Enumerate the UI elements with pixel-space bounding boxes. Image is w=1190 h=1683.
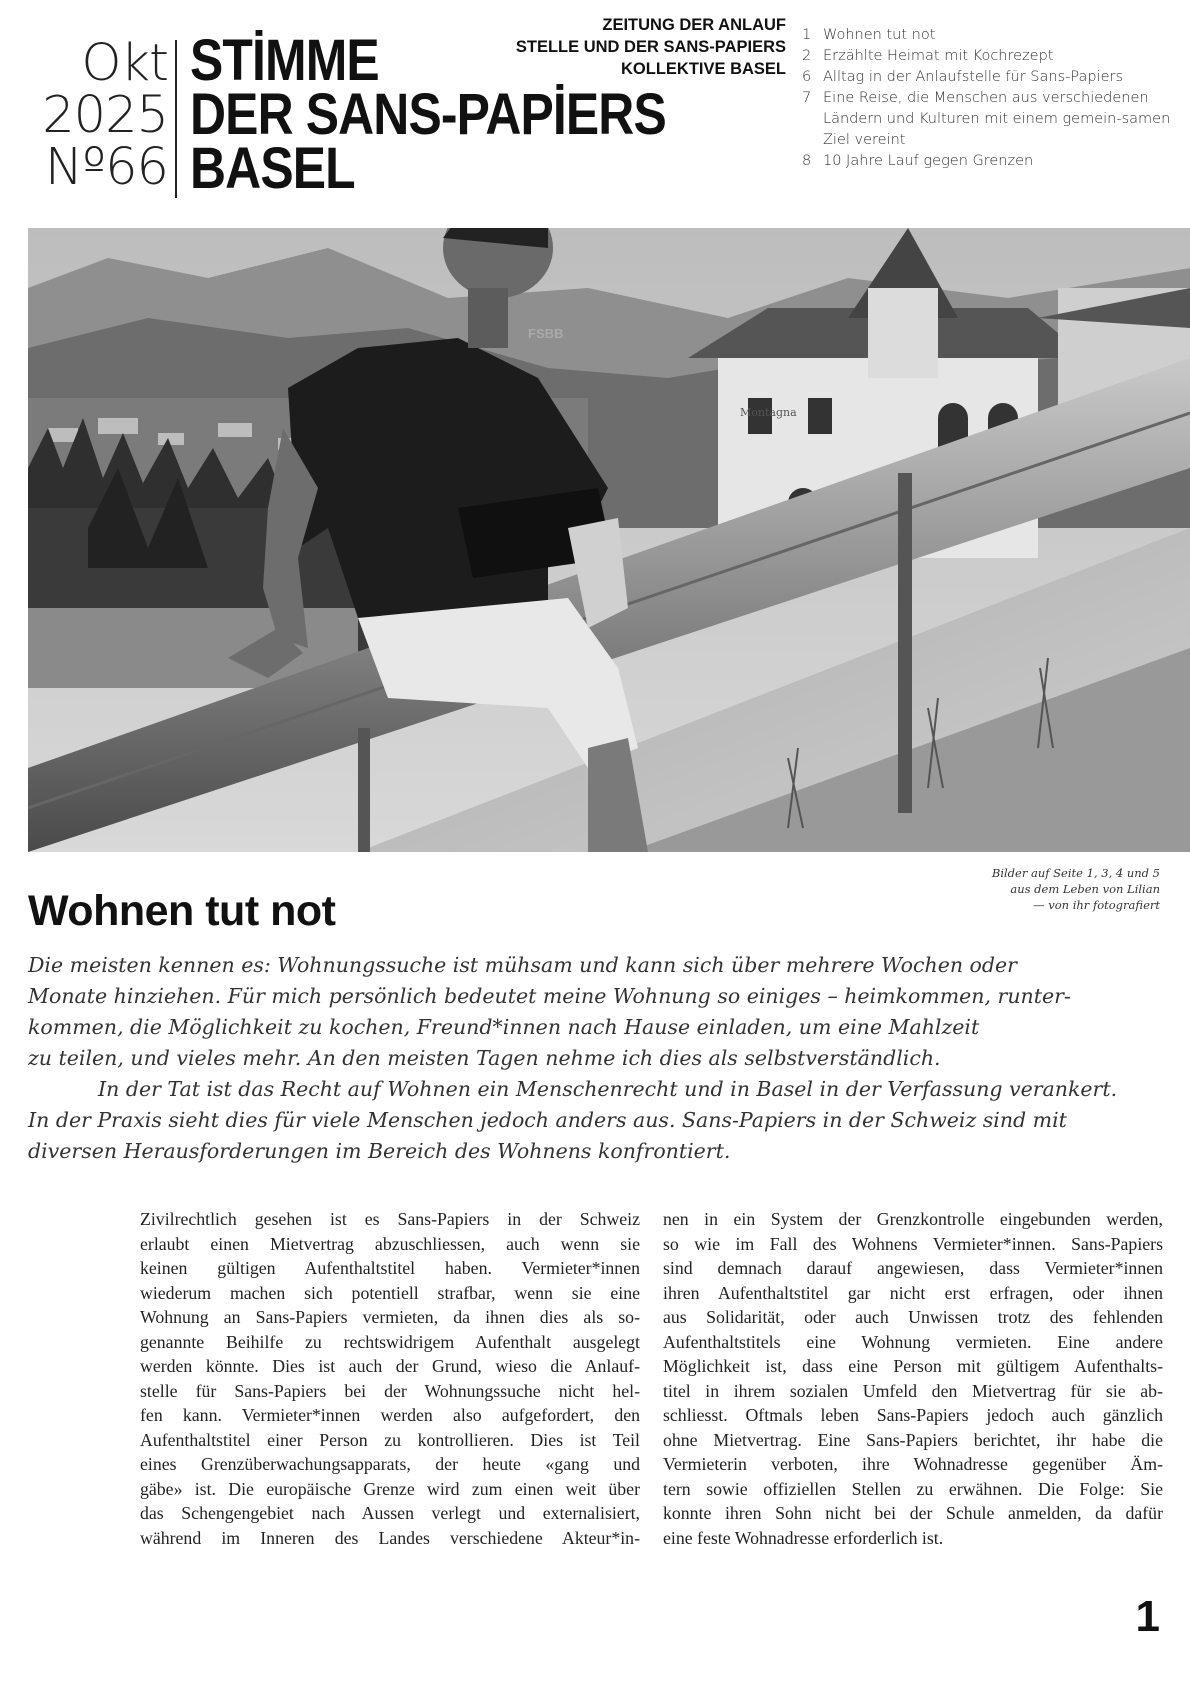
body-line: tern sowie offiziellen Stellen zu erwähnen. Die Folge: Sie bbox=[663, 1478, 1163, 1499]
body-line: so wie im Fall des Wohnens Vermieter*innen. Sans-Papiers bbox=[663, 1233, 1163, 1254]
lead-line: kommen, die Möglichkeit zu kochen, Freund*innen nach Hause einladen, um eine Mahlzeit bbox=[28, 1015, 980, 1039]
toc-item[interactable] bbox=[802, 25, 1172, 46]
body-line: gäbe» ist. Die europäische Grenze wird zum einen weit über bbox=[140, 1478, 640, 1499]
issue-number: Nº66 bbox=[44, 138, 168, 197]
lead-line: zu teilen, und vieles mehr. An den meisten Tagen nehme ich dies als selbstverständlich. bbox=[28, 1046, 941, 1070]
toc-item[interactable] bbox=[802, 46, 1172, 67]
lead-line: diversen Herausforderungen im Bereich des Wohnens konfrontiert. bbox=[28, 1139, 731, 1163]
toc-item[interactable] bbox=[802, 67, 1172, 88]
toc-title: Wohnen tut not bbox=[823, 27, 936, 43]
table-of-contents bbox=[802, 25, 1172, 172]
body-line: Aufenthaltstitel einer Person zu kontrollieren. Dies ist Teil bbox=[140, 1429, 640, 1450]
toc-item[interactable] bbox=[802, 88, 1172, 151]
title-line: STİMME bbox=[190, 28, 379, 93]
body-line: genannte Beihilfe zu rechtswidrigem Aufenthalt ausgelegt bbox=[140, 1331, 640, 1352]
article-lead bbox=[28, 950, 1153, 1167]
body-line: Vermieterin verboten, ihre Wohnadresse gegenüber Äm- bbox=[663, 1454, 1163, 1474]
shirt-print: FSBB bbox=[528, 326, 564, 341]
body-line: fen kann. Vermieter*innen werden also aufgefordert, den bbox=[140, 1405, 640, 1425]
subhead-line: KOLLEKTIVE BASEL bbox=[620, 60, 786, 78]
body-line: aus Solidarität, oder auch Unwissen trotz des fehlenden bbox=[663, 1307, 1163, 1327]
lead-line: Monate hinziehen. Für mich persönlich bedeutet meine Wohnung so einiges – heimkommen, runter- bbox=[28, 984, 1071, 1008]
article-column-right bbox=[663, 1207, 1163, 1550]
body-line: schliesst. Oftmals leben Sans-Papiers jedoch auch gänzlich bbox=[663, 1405, 1163, 1425]
body-line: stelle für Sans-Papiers bei der Wohnungssuche nicht hel- bbox=[140, 1380, 640, 1401]
body-line: titel in ihrem sozialen Umfeld den Mietvertrag für sie ab- bbox=[663, 1380, 1163, 1401]
toc-title: Erzählte Heimat mit Kochrezept bbox=[823, 48, 1054, 64]
toc-page: 2 bbox=[802, 48, 812, 64]
cover-photo-illustration bbox=[28, 228, 1190, 852]
body-line: werden könnte. Dies ist auch der Grund, wieso die Anlauf- bbox=[140, 1356, 640, 1376]
cover-photo bbox=[28, 228, 1190, 852]
body-line: keinen gültigen Aufenthaltstitel haben. Vermieter*innen bbox=[140, 1258, 640, 1278]
subhead-line: ZEITUNG DER ANLAUF bbox=[602, 16, 786, 34]
toc-title: Eine Reise, die Menschen aus verschiedenen Ländern und Kulturen mit einem gemein-samen Ziel vereint bbox=[823, 90, 1171, 148]
subhead-line: STELLE UND DER SANS-PAPIERS bbox=[515, 38, 786, 56]
body-line: erlaubt einen Mietvertrag abzuschliessen, auch wenn sie bbox=[140, 1233, 640, 1254]
toc-page: 8 bbox=[802, 153, 812, 169]
body-line: nen in ein System der Grenzkontrolle eingebunden werden, bbox=[663, 1209, 1163, 1229]
lead-line: In der Praxis sieht dies für viele Menschen jedoch anders aus. Sans-Papiers in der Schweiz sind mit bbox=[28, 1108, 1067, 1132]
body-line: während im Inneren des Landes verschiedene Akteur*in- bbox=[140, 1527, 640, 1548]
body-line: Zivilrechtlich gesehen ist es Sans-Papiers in der Schweiz bbox=[140, 1209, 640, 1229]
lead-line: Die meisten kennen es: Wohnungssuche ist mühsam und kann sich über mehrere Wochen oder bbox=[28, 953, 1017, 977]
issue-info bbox=[28, 34, 168, 197]
title-line: BASEL bbox=[190, 136, 355, 201]
issue-month: Okt bbox=[81, 34, 168, 93]
body-line: Möglichkeit ist, dass eine Person mit gültigem Aufenthalts- bbox=[663, 1356, 1163, 1376]
caption-line: — von ihr fotografiert bbox=[1033, 898, 1160, 912]
body-line: eine feste Wohnadresse erforderlich ist. bbox=[663, 1527, 944, 1548]
article-headline: Wohnen tut not bbox=[28, 887, 336, 935]
masthead-divider bbox=[175, 40, 177, 198]
caption-line: aus dem Leben von Lilian bbox=[1010, 882, 1160, 896]
building-sign: Montagna bbox=[740, 406, 797, 419]
body-line: ihren Aufenthaltstitel gar nicht erst erfragen, oder ihnen bbox=[663, 1282, 1163, 1303]
newspaper-subhead bbox=[516, 14, 786, 80]
toc-page: 7 bbox=[802, 90, 812, 106]
body-line: Wohnung an Sans-Papiers vermieten, da ihnen dies als so- bbox=[140, 1307, 640, 1327]
photo-caption bbox=[940, 865, 1160, 913]
toc-item[interactable] bbox=[802, 151, 1172, 172]
toc-title: 10 Jahre Lauf gegen Grenzen bbox=[823, 153, 1034, 169]
title-line: DER SANS-PAPİERS bbox=[190, 82, 666, 147]
toc-page: 1 bbox=[802, 27, 812, 43]
caption-line: Bilder auf Seite 1, 3, 4 und 5 bbox=[991, 866, 1160, 880]
page-number: 1 bbox=[1135, 1592, 1160, 1641]
toc-title: Alltag in der Anlaufstelle für Sans-Papiers bbox=[823, 69, 1124, 85]
body-line: wiederum machen sich potentiell strafbar, wenn sie eine bbox=[140, 1282, 640, 1303]
body-line: das Schengengebiet nach Aussen verlegt und externalisiert, bbox=[140, 1503, 640, 1523]
body-line: Aufenthaltstitels eine Wohnung vermieten. Eine andere bbox=[663, 1331, 1163, 1352]
body-line: ohne Mietvertrag. Eine Sans-Papiers berichtet, ihr habe die bbox=[663, 1429, 1163, 1450]
body-line: sind demnach darauf angewiesen, dass Vermieter*innen bbox=[663, 1258, 1163, 1278]
body-line: eines Grenzüberwachungsapparats, der heute «gang und bbox=[140, 1454, 640, 1474]
article-column-left bbox=[140, 1207, 640, 1550]
lead-line: In der Tat ist das Recht auf Wohnen ein Menschenrecht und in Basel in der Verfassung verankert. bbox=[98, 1077, 1118, 1101]
toc-page: 6 bbox=[802, 69, 812, 85]
issue-year: 2025 bbox=[42, 86, 168, 145]
body-line: konnte ihren Sohn nicht bei der Schule anmelden, da dafür bbox=[663, 1503, 1163, 1523]
